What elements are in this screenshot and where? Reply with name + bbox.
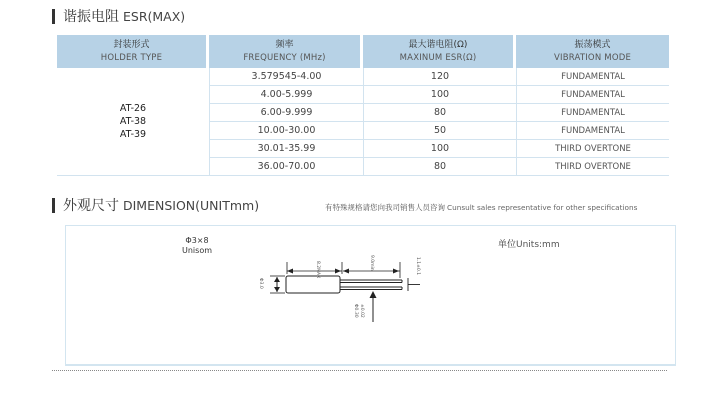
holder-type: AT-26 <box>119 103 147 114</box>
esr-section-title <box>52 6 185 26</box>
dimension-section-title <box>52 195 259 215</box>
crystal-body-outline <box>286 276 340 293</box>
unit-label <box>498 237 560 250</box>
frequency-cell: 6.00-9.999 <box>209 104 363 122</box>
dotted-divider <box>52 370 667 371</box>
mode-cell: FUNDAMENTAL <box>516 86 669 104</box>
holder-type-cell <box>57 68 209 176</box>
lead-tolerance-label: ±0.02 <box>359 304 364 318</box>
lead-pitch-label: 1.1±0.1 <box>415 257 420 276</box>
esr-title-cn: 谐振电阻 <box>63 9 119 25</box>
dimension-title-en: DIMENSION(UNITmm) <box>123 197 260 213</box>
holder-type: AT-39 <box>119 129 147 140</box>
note-en: Cunsult sales representative for other specifications <box>447 203 638 212</box>
frequency-cell: 3.579545-4.00 <box>209 68 363 86</box>
frequency-cell: 30.01-35.99 <box>209 140 363 158</box>
header-holder-type: 封装形式 HOLDER TYPE <box>57 35 209 68</box>
frequency-cell: 10.00-30.00 <box>209 122 363 140</box>
mode-cell: FUNDAMENTAL <box>516 104 669 122</box>
body-length-label: 8.2MAX <box>315 261 320 279</box>
body-diameter-label: Φ3.0 <box>258 278 263 289</box>
unit-cn: 单位 <box>498 240 517 250</box>
mode-cell: FUNDAMENTAL <box>516 122 669 140</box>
esr-title-en: ESR(MAX) <box>123 8 186 24</box>
esr-cell: 80 <box>363 158 516 176</box>
lead-length-label: 9.0min <box>369 255 374 271</box>
header-frequency: 频率 FREQUENCY (MHz) <box>209 35 363 68</box>
esr-cell: 120 <box>363 68 516 86</box>
special-spec-note <box>325 202 637 213</box>
title-bar-decoration <box>52 9 55 24</box>
esr-cell: 100 <box>363 140 516 158</box>
unit-en: Units:mm <box>516 240 560 250</box>
dimension-title-cn: 外观尺寸 <box>63 198 119 214</box>
crystal-dimension-drawing <box>240 240 440 330</box>
note-cn: 有特殊规格请您向我司销售人员咨询 <box>325 203 445 212</box>
title-bar-decoration <box>52 198 55 213</box>
table-header-row <box>57 35 669 68</box>
esr-cell: 50 <box>363 122 516 140</box>
esr-cell: 100 <box>363 86 516 104</box>
brand-name: Unisom <box>182 246 213 255</box>
model-size: Φ3×8 <box>185 236 209 245</box>
esr-cell: 80 <box>363 104 516 122</box>
header-vibration-mode: 振荡模式 VIBRATION MODE <box>516 35 669 68</box>
frequency-cell: 4.00-5.999 <box>209 86 363 104</box>
mode-cell: THIRD OVERTONE <box>516 158 669 176</box>
model-label <box>182 236 212 256</box>
holder-type: AT-38 <box>119 116 147 127</box>
lead-diameter-label: Φ0.30 <box>353 304 358 318</box>
header-max-esr: 最大谐电阻(Ω) MAXINUM ESR(Ω) <box>363 35 516 68</box>
table-row <box>57 68 669 86</box>
mode-cell: THIRD OVERTONE <box>516 140 669 158</box>
esr-table <box>57 35 669 176</box>
mode-cell: FUNDAMENTAL <box>516 68 669 86</box>
frequency-cell: 36.00-70.00 <box>209 158 363 176</box>
